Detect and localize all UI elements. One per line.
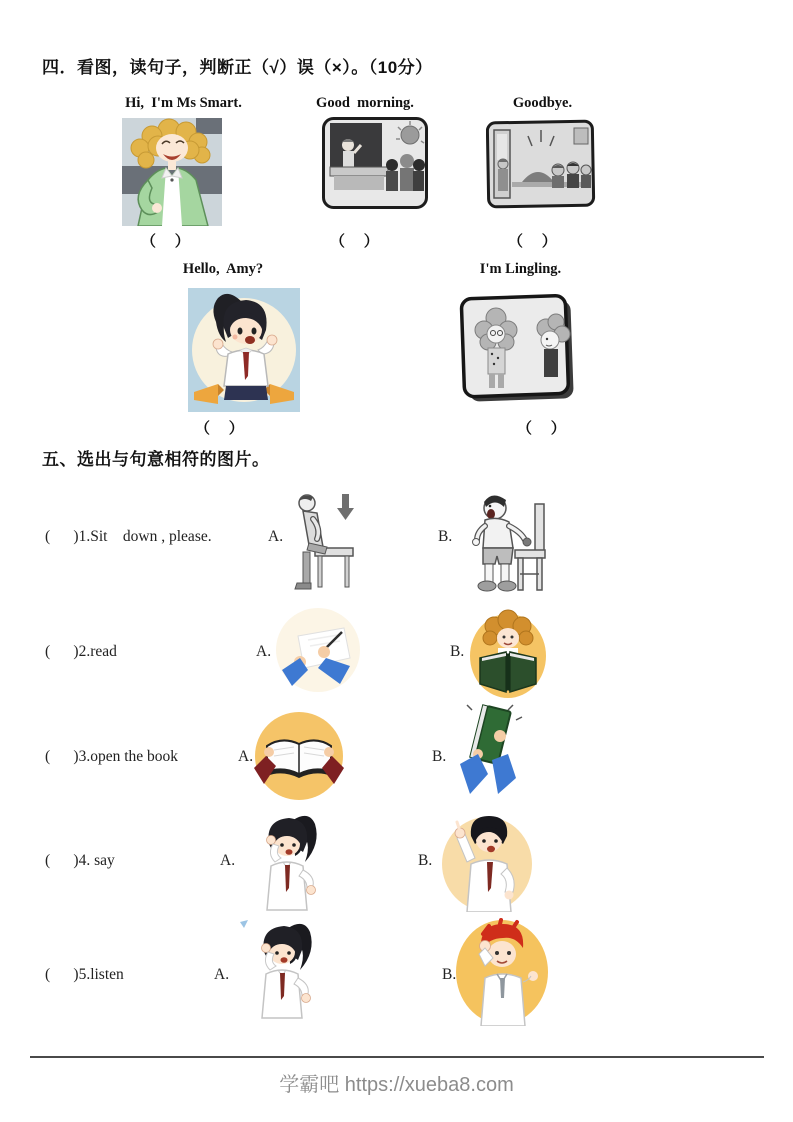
answer-bracket-3: （ ） [508, 234, 557, 250]
picture-good-morning [322, 117, 428, 209]
caption-im-lingling: I'm Lingling. [479, 261, 562, 277]
picture-im-lingling [458, 290, 580, 408]
picture-q3-option-b [442, 702, 528, 800]
answer-bracket-1: （ ） [141, 234, 190, 250]
answer-bracket-4: （ ） [195, 421, 244, 437]
question-2-option-a-label: A. [256, 643, 272, 660]
picture-q4-option-a [237, 810, 331, 912]
picture-q1-option-b [463, 486, 555, 594]
question-3-option-a-label: A. [238, 748, 254, 765]
caption-good-morning: Good morning. [316, 95, 414, 111]
section5-title: 五、选出与句意相符的图片。 [42, 450, 270, 469]
question-1-option-a-label: A. [268, 528, 284, 545]
question-4-option-a-label: A. [220, 852, 236, 869]
question-5-option-b-label: B. [442, 966, 457, 983]
picture-ms-smart [122, 118, 222, 226]
question-5-option-a-label: A. [214, 966, 230, 983]
question-1-option-b-label: B. [438, 528, 453, 545]
caption-hello-amy: Hello, Amy? [182, 261, 264, 277]
picture-q2-option-b [468, 608, 548, 700]
question-2-option-b-label: B. [450, 643, 465, 660]
caption-ms-smart: Hi, I'm Ms Smart. [125, 95, 242, 111]
question-3-text: ( )3.open the book [45, 748, 179, 765]
question-2-text: ( )2.read [45, 643, 117, 660]
picture-hello-amy [188, 288, 300, 412]
question-5-text: ( )5.listen [45, 966, 124, 983]
answer-bracket-2: （ ） [330, 234, 379, 250]
picture-q3-option-a [252, 710, 346, 802]
picture-q5-option-b [453, 914, 551, 1026]
question-4-text: ( )4. say [45, 852, 115, 869]
question-4-option-b-label: B. [418, 852, 433, 869]
section4-title: 四．看图，读句子，判断正（√）误（×）。（10分） [42, 58, 433, 77]
footer-divider [30, 1056, 764, 1058]
picture-q2-option-a [272, 606, 364, 698]
footer-site-link: 学霸吧 https://xueba8.com [279, 1074, 514, 1096]
picture-goodbye [486, 118, 596, 210]
question-1-text: ( )1.Sit down , please. [45, 528, 212, 545]
picture-q4-option-b [437, 808, 533, 912]
answer-bracket-5: （ ） [517, 421, 566, 437]
picture-q5-option-a [232, 918, 326, 1020]
caption-goodbye: Goodbye. [512, 95, 573, 111]
question-3-option-b-label: B. [432, 748, 447, 765]
picture-q1-option-a [287, 488, 359, 593]
